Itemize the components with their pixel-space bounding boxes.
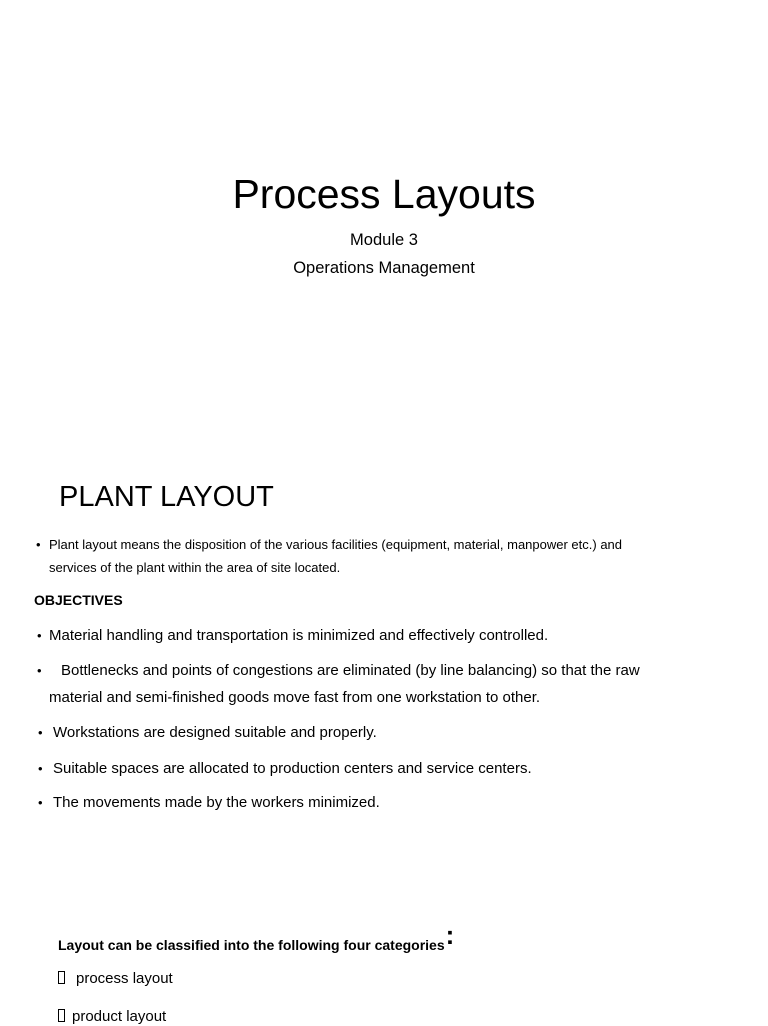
objective-text-line-2: material and semi-finished goods move fast from one workstation to other. <box>49 689 541 706</box>
bullet-marker: • <box>38 795 43 810</box>
categories-heading-text: Layout can be classified into the following four categories <box>58 937 445 953</box>
section-heading-plant-layout: PLANT LAYOUT <box>59 481 274 513</box>
module-label: Module 3 <box>350 231 418 249</box>
objective-text: Material handling and transportation is minimized and effectively controlled. <box>49 627 549 644</box>
category-text: process layout <box>76 970 173 987</box>
bullet-marker: • <box>36 537 41 552</box>
page-title: Process Layouts <box>232 171 536 217</box>
course-label: Operations Management <box>293 259 475 277</box>
definition-line-2: services of the plant within the area of site located. <box>49 560 341 575</box>
category-text: product layout <box>72 1008 167 1025</box>
objective-text: The movements made by the workers minimized. <box>53 794 380 811</box>
objective-text: Workstations are designed suitable and properly. <box>53 724 377 741</box>
definition-line-1: Plant layout means the disposition of the various facilities (equipment, material, manpower etc.) and <box>49 537 623 552</box>
categories-heading <box>58 920 455 954</box>
bullet-marker: • <box>38 725 43 740</box>
box-icon <box>58 971 65 984</box>
bullet-marker: • <box>37 628 42 643</box>
bullet-marker: • <box>38 761 43 776</box>
objectives-heading: OBJECTIVES <box>34 592 123 608</box>
category-item <box>58 969 173 988</box>
objective-text-line-1: Bottlenecks and points of congestions are eliminated (by line balancing) so that the raw <box>61 662 640 679</box>
bullet-marker: • <box>37 663 42 678</box>
categories-heading-colon: : <box>445 920 455 950</box>
box-icon <box>58 1009 65 1022</box>
objective-text: Suitable spaces are allocated to production centers and service centers. <box>53 760 532 777</box>
category-item <box>58 1007 166 1026</box>
